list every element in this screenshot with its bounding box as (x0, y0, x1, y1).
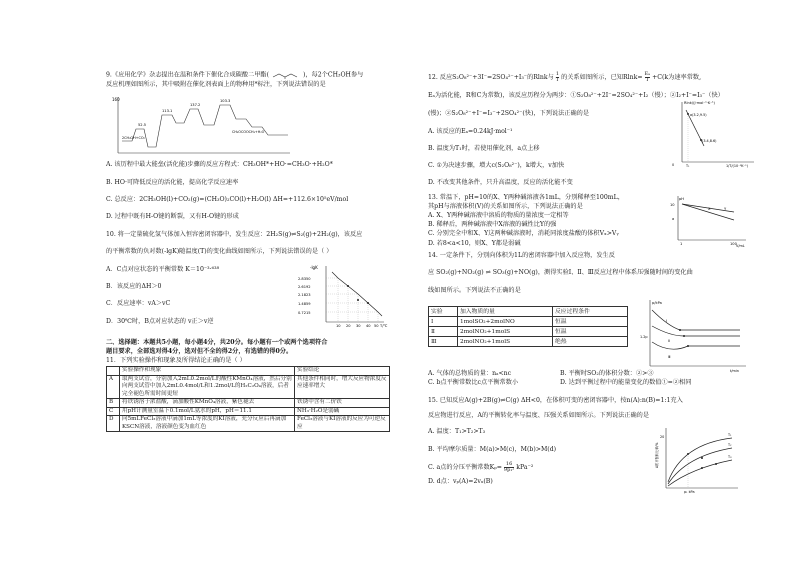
q12-point-a-label: a(3.2,9.5) (690, 113, 707, 117)
q10-x-label: T/℃ (380, 324, 388, 328)
table-cell: 2molNO₂+1molS (458, 327, 553, 337)
q13-ph-chart (668, 194, 748, 248)
q12-x-label: 1/T/(10⁻³K⁻¹) (726, 164, 748, 168)
q15-conversion-chart (652, 424, 742, 496)
q13-option-d: D. 若8<a<10，则X、Y都是弱碱 (428, 240, 521, 247)
q15-option-c (428, 462, 533, 473)
q15-label-t1: T₁ (728, 433, 732, 437)
q10-x-tick-30: 30 (356, 324, 361, 328)
q14-option-a: A. 气体的总物质的量：nₐ<nc (428, 370, 512, 377)
q14-curve-2 (652, 326, 740, 336)
q9-label-a: 52.5 (138, 123, 147, 127)
q9-stem-line2: 反应机理如图所示，其中吸附在催化剂表面上的物种用*标注，下列说法错误的是 (106, 81, 326, 88)
q9-label-f: CH₃OCOOCH₃+H₂O (232, 130, 265, 134)
q15-option-b: B. 平均摩尔质量：M(a)>M(c)，M(b)>M(d) (428, 446, 557, 453)
table-cell: NH₃·H₂O是弱碱 (295, 407, 390, 416)
q10-point-b (357, 299, 359, 301)
q12-fraction-1overT (556, 72, 559, 83)
q15-point-d (715, 463, 717, 465)
table-cell: 将铁锈溶于浓盐酸，滴加酸性KMnO₄溶液，紫色褪去 (120, 399, 295, 408)
q12-line2: Eₐ为活化能，R和C为常数)，该反应历程分为两步：①S₂O₈²⁻+2I⁻=2SO₄²⁻+I₂（慢）；②I₂+I⁻=I₃⁻（快） (428, 92, 724, 99)
q15-curve-t2 (668, 448, 732, 484)
table-cell: 其他条件相同时，增大反应物浓度反应速率增大 (295, 375, 390, 399)
q15-kp-num: 16 (504, 462, 514, 468)
q9-energy-diagram (112, 95, 292, 155)
q14-table (428, 306, 628, 347)
q15-y-label: A的平衡转化率/% (655, 442, 659, 468)
q9-label-d: 103.3 (220, 99, 231, 103)
q13-tick-1: 1 (680, 242, 683, 246)
q12-option-b: B. 温度为T₁时，若使用催化剂，a点上移 (428, 145, 540, 152)
q10-y-tick-4: 1.4859 (298, 302, 311, 306)
table-cell: 恒温 (553, 317, 628, 327)
q12-point-b-label: (3.4,8.6) (702, 139, 717, 143)
q13-tick-100: 100 (730, 242, 737, 246)
q14-point-c (687, 345, 689, 347)
q15-curve-t1 (668, 438, 732, 482)
q13-label-x: X (708, 207, 711, 211)
q14-point-b (683, 335, 685, 337)
q13-line2: 其pH与溶液体积(V)的关系如图所示，下列说法正确的是 (428, 203, 583, 210)
q10-y-tick-5: 0.7215 (298, 311, 311, 315)
q13-option-b: B. 稀释后，两种碱溶液中X溶液的碱性比Y的强 (428, 221, 557, 228)
q15-kp-fraction (504, 462, 514, 473)
q12-line1-part2: 的关系如图所示，已知Rlnk= (561, 74, 643, 81)
q12-option-a: A. 该反应的Eₐ=0.24kJ·mol⁻¹ (428, 128, 513, 135)
q12-origin: 0 (672, 163, 675, 167)
table-cell: 取两支试管，分别加入2mL0.2mol/L的酸性KMnO₄溶液，然后分别向两支试管中加入2mL0.4mol/L和1.2mol/L的H₂C₂O₄溶液，后者完全褪色所需时间更短 (120, 375, 295, 399)
q14-y-label: p/kPa (652, 301, 662, 305)
q10-x-tick-20: 20 (346, 324, 351, 328)
table-cell: 用pH计测量室温下0.1mol/L氨水的pH，pH＝11.1 (120, 407, 295, 416)
table-cell: B (107, 399, 120, 408)
q15-x-label: p₁ kPa (684, 490, 695, 494)
q10-y-label: -lgK (310, 265, 318, 270)
q12-line3: (慢)；②S₂O₈²⁻+I⁻=I₃⁻+2SO₄²⁻(快)，下列说法正确的是 (428, 110, 590, 117)
table-row (107, 375, 390, 399)
table-cell: Ⅲ (429, 337, 458, 347)
q10-y-tick-1: 2.8350 (298, 277, 311, 281)
q12-line1 (428, 72, 701, 83)
q12-line1-part1: 12. 反应S₂O₈²⁻+3I⁻=2SO₄²⁻+I₃⁻的Rlnk与 (428, 74, 554, 81)
q10-lgk-chart (298, 262, 388, 330)
q15-tick-20: 20 (660, 435, 665, 439)
q14-x-label: t/min (730, 369, 739, 373)
table-cell: 绝热 (553, 337, 628, 347)
table-cell: 恒温 (553, 327, 628, 337)
q15-line1: 15. 已知反应A(g)+2B(g)⇌C(g) ΔH<0，在体积可变的密闭容器中，按n(A):n(B)=1:1充入 (428, 397, 683, 404)
table-cell: 反应过程条件 (553, 307, 628, 317)
q12-y-label: Rlnk/(J·mol⁻¹·K⁻¹) (684, 101, 715, 105)
table-cell: 实验操作和现象 (120, 367, 295, 376)
q9-option-b: B. HO·可降低反应的活化能，提高化学反应速率 (106, 179, 239, 186)
q9-option-c: C. 总反应：2CH₃OH(l)+CO₂(g)=(CH₃O)₂CO(l)+H₂O(l) ΔH=+112.6×10⁵eV/mol (106, 196, 349, 203)
table-cell: 加入物质的量 (458, 307, 553, 317)
q10-option-c: C．反应速率：vA＞vC (106, 300, 171, 307)
q10-option-b: B．该反应的ΔH＞0 (106, 283, 162, 290)
q15-label-t3: T₃ (728, 455, 732, 459)
q9-y-tick-160: 160 (112, 97, 120, 102)
q13-tick-10: 10 (670, 203, 675, 207)
q15-option-c-prefix: C. a点的分压平衡常数Kₚ= (428, 464, 502, 471)
table-row (107, 399, 390, 408)
q15-line2: 反应物进行反应，A的平衡转化率与温度、压强关系如图所示。下列说法正确的是 (428, 412, 650, 419)
q14-table-header (429, 307, 628, 317)
q9-label-b: 113.1 (162, 109, 173, 113)
table-cell: Ⅰ (429, 317, 458, 327)
table-cell: C (107, 407, 120, 416)
q15-label-t2: T₂ (728, 443, 732, 447)
q11-table-header (107, 367, 390, 376)
q15-curve-t3 (668, 460, 732, 486)
q14-tick-12p: 1.2p (640, 335, 648, 339)
q10-point-c (367, 302, 369, 304)
q11-stem: 11．下列实验操作和现象及所得结论正确的是（ ） (106, 357, 246, 364)
q9-option-a: A. 该历程中最大能垒(活化能)步骤的反应方程式：CH₃OH*+HO·=CH₃O·+H₂O* (106, 161, 333, 168)
q10-x-tick-40: 40 (366, 324, 371, 328)
table-cell: 1molSO₂+2molNO (458, 317, 553, 327)
q14-label-ii: Ⅱ (668, 339, 670, 343)
q10-y-tick-3: 2.1823 (298, 293, 311, 297)
q9-stem-line1 (106, 71, 363, 80)
q14-line2: 应 SO₂(g)+NO₂(g) ⇌ SO₃(g)+NO(g)，测得实验Ⅰ、Ⅱ、Ⅲ反应过程中体系压强随时间的变化曲 (428, 269, 693, 276)
table-row (429, 337, 628, 347)
q9-stem-part1: 9.《应用化学》杂志提出在温和条件下催化合成碳酸二甲酯( (106, 71, 270, 79)
table-cell: Ⅱ (429, 327, 458, 337)
q12-frac1-num: 1 (555, 71, 560, 77)
q10-stem-line1: 10. 将一定量硫化氢气体加入恒容密闭容器中，发生反应：2H₂S(g)⇌S₂(g)+2H₂(g)，该反应 (106, 231, 363, 238)
table-row (107, 407, 390, 416)
q9-energy-profile (122, 105, 288, 147)
table-cell: 实验结论 (295, 367, 390, 376)
q10-x-tick-50: 50 (374, 324, 379, 328)
q13-ph-label: pH (679, 197, 684, 201)
q12-frac1-den: T (555, 77, 560, 83)
table-cell: D (107, 416, 120, 432)
q10-stem-line2: 的平衡常数的负对数(-lgK)随温度(T)的变化曲线如图所示，下列说法错误的是（ ） (106, 248, 333, 255)
q14-point-a (679, 329, 681, 331)
q12-fraction-ea (645, 72, 651, 83)
q9-stem-part2: )，每2个CH₃OH参与 (302, 71, 364, 79)
table-row (107, 416, 390, 432)
q13-label-y: Y (724, 207, 727, 211)
table-row (429, 327, 628, 337)
q10-grid (326, 278, 378, 322)
q15-option-a: A. 温度：T₁>T₂>T₃ (428, 428, 486, 435)
q15-option-d: D. d点：vₚ(A)=2vᵤ(B) (428, 478, 493, 485)
table-cell: 实验 (429, 307, 458, 317)
q9-option-d: D. 过程中既有H-O键的断裂，又有H-O键的形成 (106, 213, 239, 220)
table-cell: 向5mLFeCl₃溶液中滴加1mL等浓度的KI溶液，充分反应后再滴加KSCN溶液，溶液颜色变为血红色 (120, 416, 295, 432)
table-cell: FeCl₃溶液与KI溶液的反应为可逆反应 (295, 416, 390, 432)
table-cell (107, 367, 120, 376)
q12-rlnk-chart (668, 96, 758, 170)
q14-pressure-chart (640, 296, 750, 374)
q11-table (106, 366, 390, 432)
table-cell: A (107, 375, 120, 399)
q10-option-a: A．C点对应状态的平衡常数 K＝10⁻³·⁶³⁸ (106, 266, 220, 273)
q13-option-a: A. X、Y两种碱溶液中溶质的物质的量浓度一定相等 (428, 212, 569, 219)
q15-kp-den: 9p₁² (503, 467, 515, 473)
q14-label-i: Ⅰ (666, 319, 668, 323)
q9-label-c: 137.2 (190, 103, 201, 107)
dimethyl-carbonate-structure (271, 71, 301, 79)
q12-option-c: C. ①为决速步骤，增大c(S₂O₈²⁻)，k增大，v加快 (428, 162, 565, 169)
q10-point-a (347, 285, 349, 287)
q15-point-b (701, 457, 703, 459)
q14-line1: 14. 一定条件下，分别向体积为1L的密闭容器中加入反应物，发生反 (428, 252, 615, 259)
q10-x-tick-10: 10 (336, 324, 341, 328)
q14-line3: 线如图所示。下列说法不正确的是 (428, 287, 521, 294)
table-row (429, 317, 628, 327)
q13-tick-a: a (672, 217, 675, 221)
section2-line1: 二、选择题：本题共5小题，每小题4分，共20分。每小题有一个或两个选项符合 (106, 339, 328, 346)
q12-frac2-num: Eₐ (644, 71, 651, 77)
q9-label-e: 2CH₃OH+CO₂ (122, 136, 145, 140)
table-cell: 2molNO₂+1molS (458, 337, 553, 347)
q13-x-label: V/mL (736, 244, 745, 248)
q12-line1-part3: +C(k为速率常数, (652, 74, 702, 81)
table-cell: 铁锈中含有二价铁 (295, 399, 390, 408)
q14-label-iii: Ⅲ (668, 355, 671, 359)
q10-y-tick-2: 2.6192 (298, 285, 311, 289)
q14-curve-3 (652, 342, 740, 349)
q12-frac2-den: T (645, 77, 649, 83)
q14-option-d: D. 达到平衡过程中的能量变化的数值①=②相同 (560, 379, 692, 386)
q15-kp-unit: kPa⁻² (516, 464, 534, 471)
q12-t1-tick: T₁ (686, 164, 690, 168)
q13-line1: 13. 常温下，pH=10的X、Y两种碱溶液各1mL，分别稀释至100mL， (428, 194, 624, 201)
q14-option-b: B. 平衡时SO₂的体积分数：②>③ (560, 370, 654, 377)
q12-option-d: D. 不改变其他条件，只升高温度，反应的活化能不变 (428, 179, 573, 186)
q14-option-c: C. b点平衡常数比c点平衡常数小 (428, 379, 519, 386)
q15-point-c (701, 467, 703, 469)
q13-option-c: C. 分别完全中和X、Y这两种碱溶液时，消耗同浓度盐酸的体积Vₓ>Vᵧ (428, 230, 619, 237)
q10-option-d: D．30℃时，B点对应状态的 v正＞v逆 (106, 318, 214, 325)
section2-line2: 题目要求，全部选对得4分，选对但不全的得2分，有选错的得0分。 (106, 348, 293, 355)
